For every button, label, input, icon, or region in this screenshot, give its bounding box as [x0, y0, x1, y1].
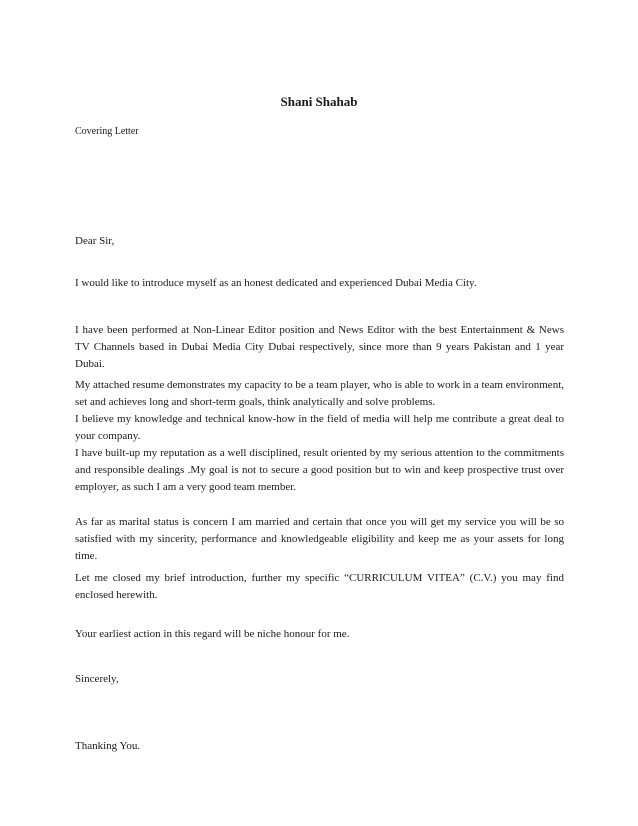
- paragraph-reputation: I have built-up my reputation as a well disciplined, result oriented by my serious attention to the commitments and responsible dealings .My goal is not to secure a good position but to win and keep prospective trust over employer, as such I am a very good team member.: [75, 447, 564, 493]
- sign-off: Thanking You.: [75, 740, 141, 752]
- paragraph-knowledge: I believe my knowledge and technical know-how in the field of media will help me contribute a great deal to your company.: [75, 413, 564, 442]
- closing: Sincerely,: [75, 673, 119, 685]
- paragraph-introduction: I would like to introduce myself as an honest dedicated and experienced Dubai Media City.: [75, 277, 477, 289]
- paragraph-earliest-action: Your earliest action in this regard will be niche honour for me.: [75, 628, 350, 640]
- author-name: Shani Shahab: [280, 94, 358, 109]
- document-subtitle: Covering Letter: [75, 126, 139, 137]
- salutation: Dear Sir,: [75, 235, 115, 247]
- paragraph-cv-enclosed: Let me closed my brief introduction, further my specific “CURRICULUM VITEA” (C.V.) you may find enclosed herewith.: [75, 572, 564, 601]
- paragraph-marital-status: As far as marital status is concern I am married and certain that once you will get my service you will be so satisfied with my sincerity, performance and knowledgeable eligibility and keep me as your assets for long time.: [75, 516, 564, 562]
- paragraph-experience: I have been performed at Non-Linear Editor position and News Editor with the best Entertainment & News TV Channels based in Dubai Media City Dubai respectively, since more than 9 years Pakistan and 1 year Dubai.: [75, 324, 564, 370]
- paragraph-resume: My attached resume demonstrates my capacity to be a team player, who is able to work in a team environment, set and achieves long and short-term goals, think analytically and solve problems.: [75, 379, 564, 408]
